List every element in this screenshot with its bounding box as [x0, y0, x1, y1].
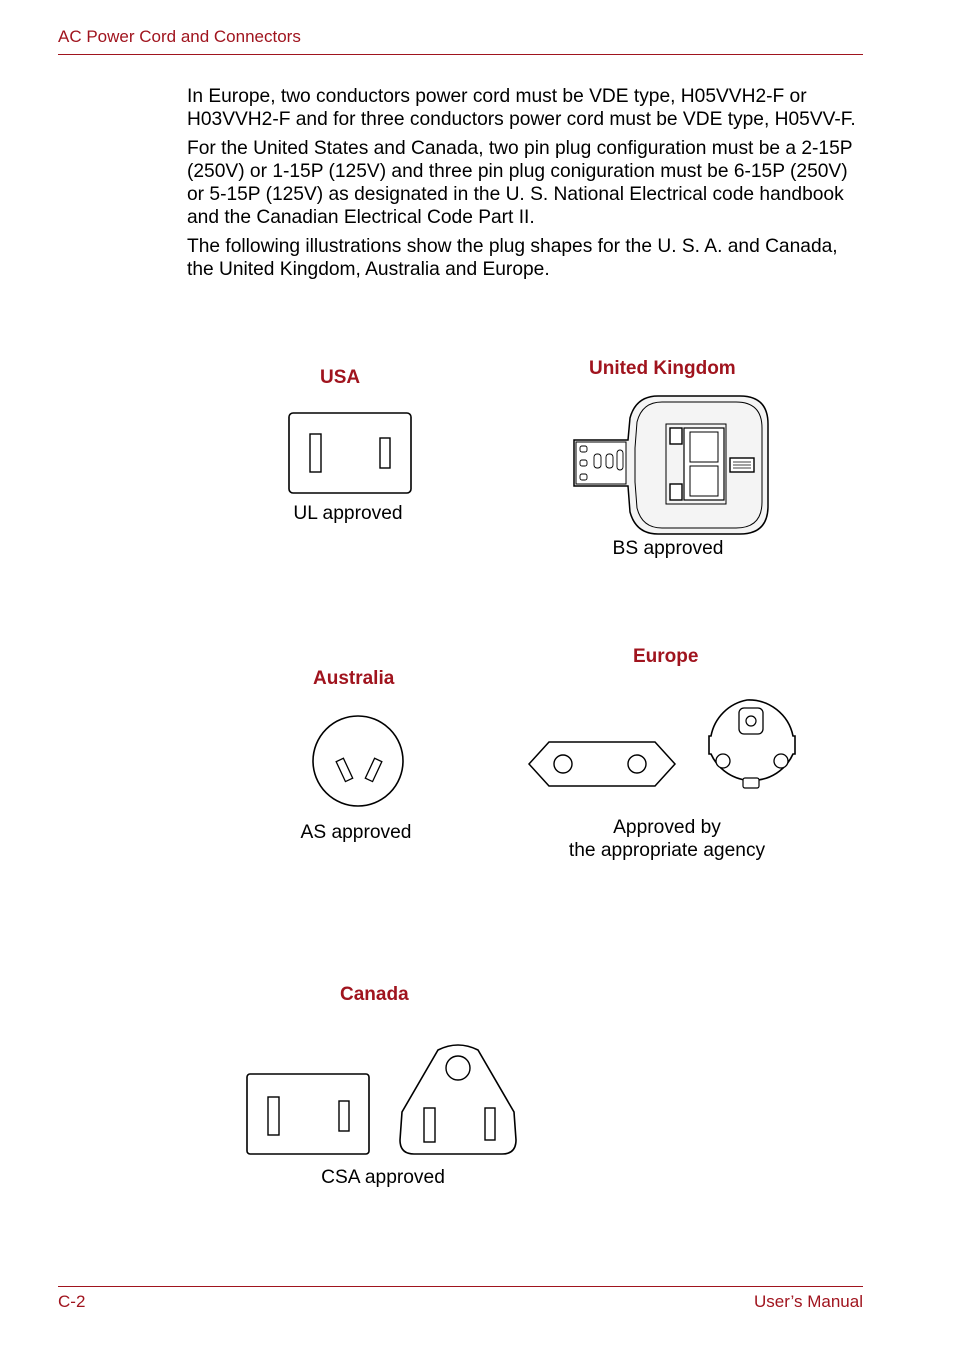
europe-caption — [547, 816, 787, 862]
canada-caption: CSA approved — [321, 1167, 445, 1188]
canada-two-pin-plug-icon — [246, 1073, 372, 1157]
europe-caption-line1: Approved by — [613, 817, 721, 838]
paragraph-us-canada: For the United States and Canada, two pin plug configuration must be a 2-15P (250V) or 1-15P (125V) and three pin plug coniguration must be 6-15P (250V) or 5-15P (125V) as designated in the U. S. National Electrical code handbook and the Canadian Electrical Code Part II. — [187, 138, 853, 228]
usa-plug-icon — [288, 412, 414, 496]
body-text — [187, 85, 867, 281]
australia-plug-icon — [311, 714, 407, 810]
europe-label: Europe — [633, 646, 699, 667]
header-rule — [58, 54, 863, 55]
australia-label: Australia — [313, 668, 395, 689]
uk-plug-icon — [570, 394, 770, 536]
europe-caption-line2: the appropriate agency — [568, 840, 766, 861]
usa-label: USA — [320, 367, 361, 388]
australia-caption: AS approved — [300, 822, 412, 843]
europe-schuko-plug-icon — [703, 694, 801, 800]
running-header: AC Power Cord and Connectors — [58, 27, 301, 46]
uk-caption: BS approved — [612, 538, 724, 559]
paragraph-europe: In Europe, two conductors power cord must be VDE type, H05VVH2-F or H03VVH2-F and for three conductors power cord must be VDE type, H05VV-F. — [187, 86, 856, 130]
uk-label: United Kingdom — [589, 358, 736, 379]
europe-two-pin-plug-icon — [527, 740, 677, 790]
paragraph-illustrations: The following illustrations show the plug shapes for the U. S. A. and Canada, the United Kingdom, Australia and Europe. — [187, 236, 838, 280]
usa-caption: UL approved — [293, 503, 403, 524]
manual-title: User’s Manual — [754, 1292, 863, 1311]
footer-rule — [58, 1286, 863, 1287]
page-number: C-2 — [58, 1292, 86, 1311]
canada-label: Canada — [340, 984, 409, 1005]
canada-three-pin-plug-icon — [398, 1042, 520, 1158]
